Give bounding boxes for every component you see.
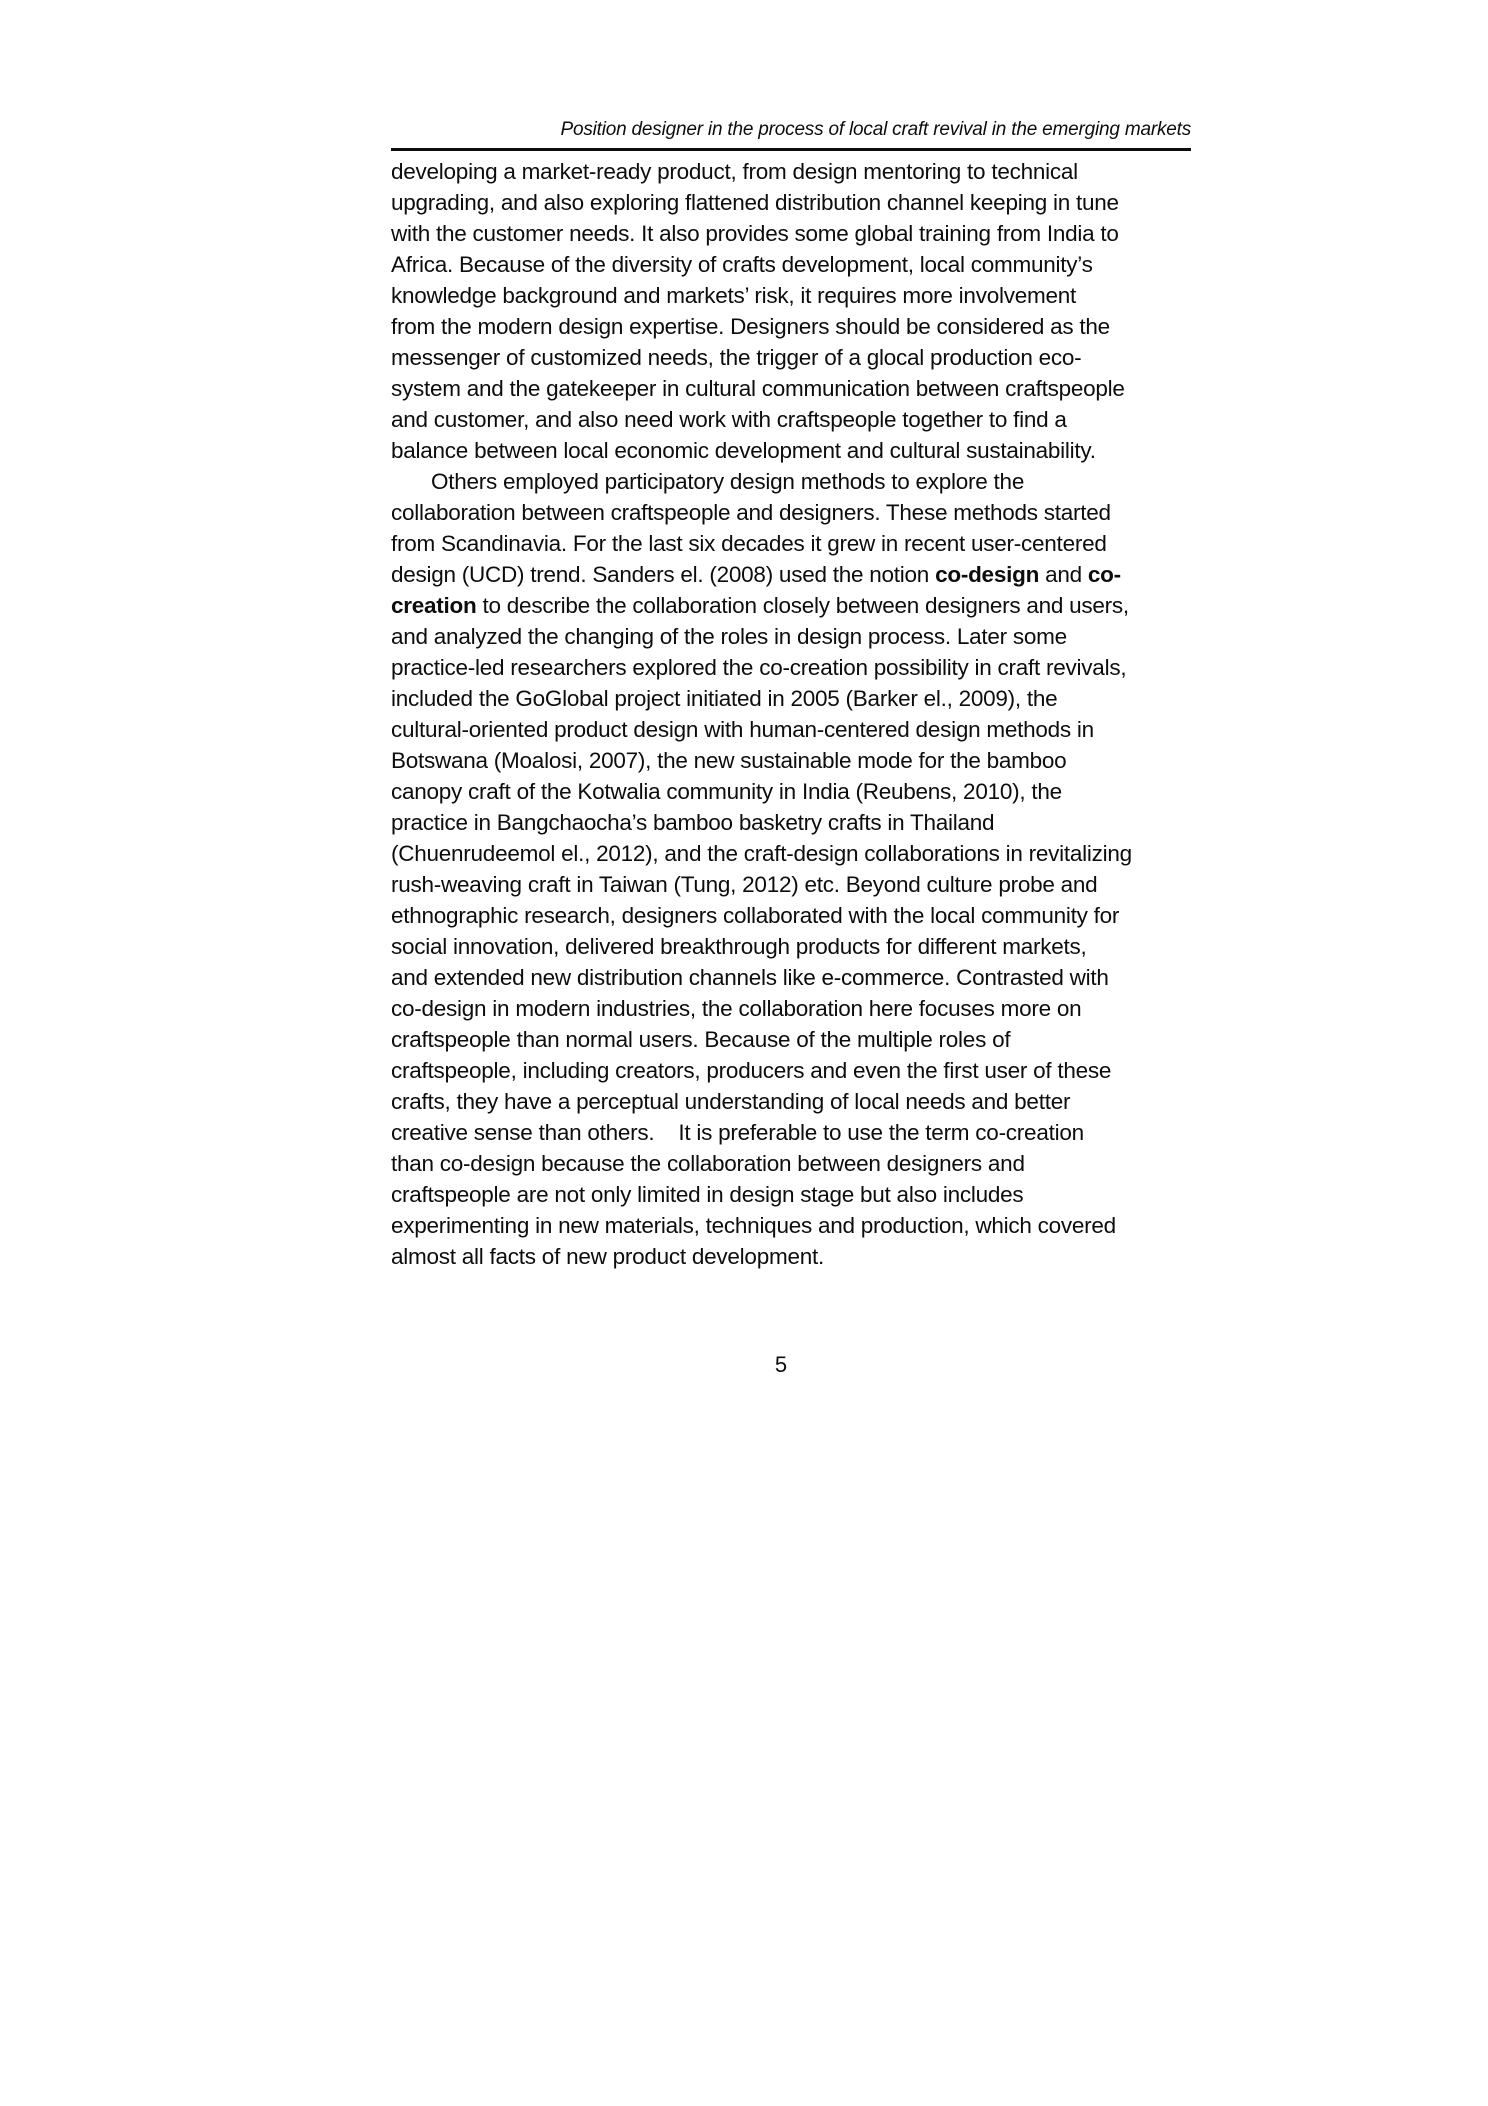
- text-segment: knowledge background and markets’ risk, it requires more involvement: [391, 283, 1076, 308]
- text-line: [391, 497, 1191, 528]
- text-segment: from Scandinavia. For the last six decades it grew in recent user-centered: [391, 531, 1107, 556]
- text-segment: from the modern design expertise. Designers should be considered as the: [391, 314, 1110, 339]
- text-segment: co-: [1087, 562, 1121, 587]
- text-segment: Botswana (Moalosi, 2007), the new sustainable mode for the bamboo: [391, 748, 1067, 773]
- text-segment: craftspeople, including creators, producers and even the first user of these: [391, 1058, 1112, 1083]
- text-segment: than co-design because the collaboration between designers and: [391, 1151, 1025, 1176]
- text-segment: almost all facts of new product development.: [391, 1244, 824, 1269]
- text-line: [391, 1241, 1191, 1272]
- text-segment: craftspeople are not only limited in design stage but also includes: [391, 1182, 1024, 1207]
- text-line: [391, 652, 1191, 683]
- text-line: [391, 931, 1191, 962]
- text-line: [391, 559, 1191, 590]
- text-line: [391, 1086, 1191, 1117]
- text-line: [391, 590, 1191, 621]
- text-segment: co-design: [935, 562, 1040, 587]
- text-line: [391, 342, 1191, 373]
- text-line: [391, 311, 1191, 342]
- running-header: [391, 118, 1191, 151]
- text-segment: (Chuenrudeemol el., 2012), and the craft-design collaborations in revitalizing: [391, 841, 1132, 866]
- text-line: [391, 218, 1191, 249]
- text-segment: balance between local economic development and cultural sustainability.: [391, 438, 1096, 463]
- text-segment: crafts, they have a perceptual understanding of local needs and better: [391, 1089, 1071, 1114]
- text-segment: craftspeople than normal users. Because of the multiple roles of: [391, 1027, 1011, 1052]
- text-segment: creation: [391, 593, 477, 618]
- text-segment: with the customer needs. It also provides some global training from India to: [391, 221, 1119, 246]
- text-segment: social innovation, delivered breakthrough products for different markets,: [391, 934, 1087, 959]
- text-segment: to describe the collaboration closely between designers and users,: [476, 593, 1129, 618]
- text-line: [391, 1055, 1191, 1086]
- text-line: [391, 776, 1191, 807]
- text-line: [391, 807, 1191, 838]
- text-segment: practice in Bangchaocha’s bamboo basketry crafts in Thailand: [391, 810, 995, 835]
- text-segment: collaboration between craftspeople and designers. These methods started: [391, 500, 1111, 525]
- page-number: 5: [774, 1352, 788, 1377]
- text-line: [391, 714, 1191, 745]
- text-line: [391, 869, 1191, 900]
- text-line: [391, 1024, 1191, 1055]
- text-line: [391, 1210, 1191, 1241]
- text-segment: canopy craft of the Kotwalia community in India (Reubens, 2010), the: [391, 779, 1062, 804]
- text-segment: and analyzed the changing of the roles in design process. Later some: [391, 624, 1067, 649]
- text-line: [391, 962, 1191, 993]
- text-segment: messenger of customized needs, the trigger of a glocal production eco-: [391, 345, 1082, 370]
- text-line: [391, 249, 1191, 280]
- text-block: [391, 118, 1191, 1272]
- text-segment: Others employed participatory design methods to explore the: [431, 469, 1025, 494]
- text-segment: rush-weaving craft in Taiwan (Tung, 2012) etc. Beyond culture probe and: [391, 872, 1098, 897]
- text-line: [391, 156, 1191, 187]
- text-segment: and: [1039, 562, 1088, 587]
- text-segment: cultural-oriented product design with human-centered design methods in: [391, 717, 1094, 742]
- text-line: [391, 993, 1191, 1024]
- text-segment: ethnographic research, designers collaborated with the local community for: [391, 903, 1120, 928]
- text-line: [391, 435, 1191, 466]
- text-segment: developing a market-ready product, from design mentoring to technical: [391, 159, 1078, 184]
- text-segment: experimenting in new materials, techniques and production, which covered: [391, 1213, 1116, 1238]
- text-line: [391, 745, 1191, 776]
- text-line: [391, 528, 1191, 559]
- text-segment: upgrading, and also exploring flattened distribution channel keeping in tune: [391, 190, 1119, 215]
- text-line: [391, 466, 1191, 497]
- text-segment: practice-led researchers explored the co-creation possibility in craft revivals,: [391, 655, 1127, 680]
- body-text: [391, 156, 1191, 1272]
- running-header-title: Position designer in the process of local craft revival in the emerging markets: [560, 119, 1191, 140]
- text-segment: co-design in modern industries, the collaboration here focuses more on: [391, 996, 1082, 1021]
- text-line: [391, 404, 1191, 435]
- text-line: [391, 900, 1191, 931]
- text-line: [391, 683, 1191, 714]
- text-line: [391, 373, 1191, 404]
- text-segment: and extended new distribution channels like e-commerce. Contrasted with: [391, 965, 1109, 990]
- text-segment: included the GoGlobal project initiated in 2005 (Barker el., 2009), the: [391, 686, 1058, 711]
- text-line: [391, 1179, 1191, 1210]
- text-line: [391, 621, 1191, 652]
- text-line: [391, 838, 1191, 869]
- text-segment: creative sense than others. It is preferable to use the term co-creation: [391, 1120, 1084, 1145]
- text-line: [391, 280, 1191, 311]
- text-segment: and customer, and also need work with craftspeople together to find a: [391, 407, 1067, 432]
- text-line: [391, 1117, 1191, 1148]
- text-line: [391, 1148, 1191, 1179]
- text-segment: Africa. Because of the diversity of crafts development, local community’s: [391, 252, 1093, 277]
- text-segment: design (UCD) trend. Sanders el. (2008) used the notion: [391, 562, 936, 587]
- text-line: [391, 187, 1191, 218]
- text-segment: system and the gatekeeper in cultural communication between craftspeople: [391, 376, 1125, 401]
